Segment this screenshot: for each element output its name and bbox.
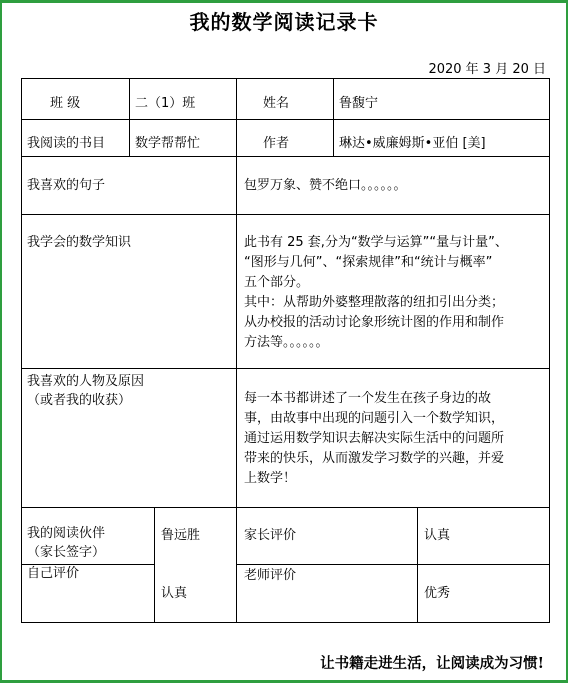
name-label: 姓名 [263, 96, 290, 111]
class-value: 二（1）班 [135, 96, 196, 111]
knowledge-label: 我学会的数学知识 [27, 235, 132, 250]
teacher-eval-label: 老师评价 [244, 568, 297, 583]
knowledge-line: 此书有 25 套,分为“数学与运算”“量与计量”、 [244, 235, 508, 250]
sentence-label: 我喜欢的句子 [27, 178, 106, 193]
record-date: 2020 年 3 月 20 日 [428, 62, 546, 77]
knowledge-line: 从办校报的活动讨论象形统计图的作用和制作 [244, 315, 505, 330]
sentence-value: 包罗万象、赞不绝口。。。。。。 [244, 178, 407, 193]
book-value: 数学帮帮忙 [135, 136, 201, 151]
knowledge-line: 其中：从帮助外婆整理散落的纽扣引出分类； [244, 295, 505, 310]
character-line: 上数学！ [244, 471, 297, 486]
name-value: 鲁馥宁 [339, 96, 379, 111]
character-line: 每一本书都讲述了一个发生在孩子身边的故 [244, 391, 492, 406]
partner-value: 鲁远胜 [161, 528, 201, 543]
author-label: 作者 [263, 136, 290, 151]
partner-label-sub: （家长签字） [27, 545, 106, 560]
character-line: 通过运用数学知识去解决实际生活中的问题所 [244, 431, 505, 446]
book-label: 我阅读的书目 [27, 136, 106, 151]
character-label-sub: （或者我的收获） [27, 393, 132, 408]
class-label: 班 级 [50, 96, 81, 111]
character-line: 带来的快乐，从而激发学习数学的兴趣，并爱 [244, 451, 505, 466]
parent-eval-value: 认真 [424, 528, 451, 543]
knowledge-line: 五个部分。 [244, 275, 310, 290]
author-value: 琳达•威廉姆斯•亚伯 [美] [339, 136, 486, 151]
footer-slogan: 让书籍走进生活，让阅读成为习惯! [320, 655, 544, 672]
partner-label: 我的阅读伙伴 [27, 526, 106, 541]
character-line: 事，由故事中出现的问题引入一个数学知识， [244, 411, 505, 426]
teacher-eval-value: 优秀 [424, 586, 451, 601]
knowledge-line: “图形与几何”、“探索规律”和“统计与概率” [244, 255, 493, 270]
page-title: 我的数学阅读记录卡 [189, 10, 379, 34]
character-label: 我喜欢的人物及原因 [27, 374, 145, 389]
self-eval-value: 认真 [161, 586, 188, 601]
parent-eval-label: 家长评价 [244, 528, 297, 543]
knowledge-line: 方法等。。。。。。 [244, 335, 329, 350]
self-eval-label: 自己评价 [27, 566, 80, 581]
